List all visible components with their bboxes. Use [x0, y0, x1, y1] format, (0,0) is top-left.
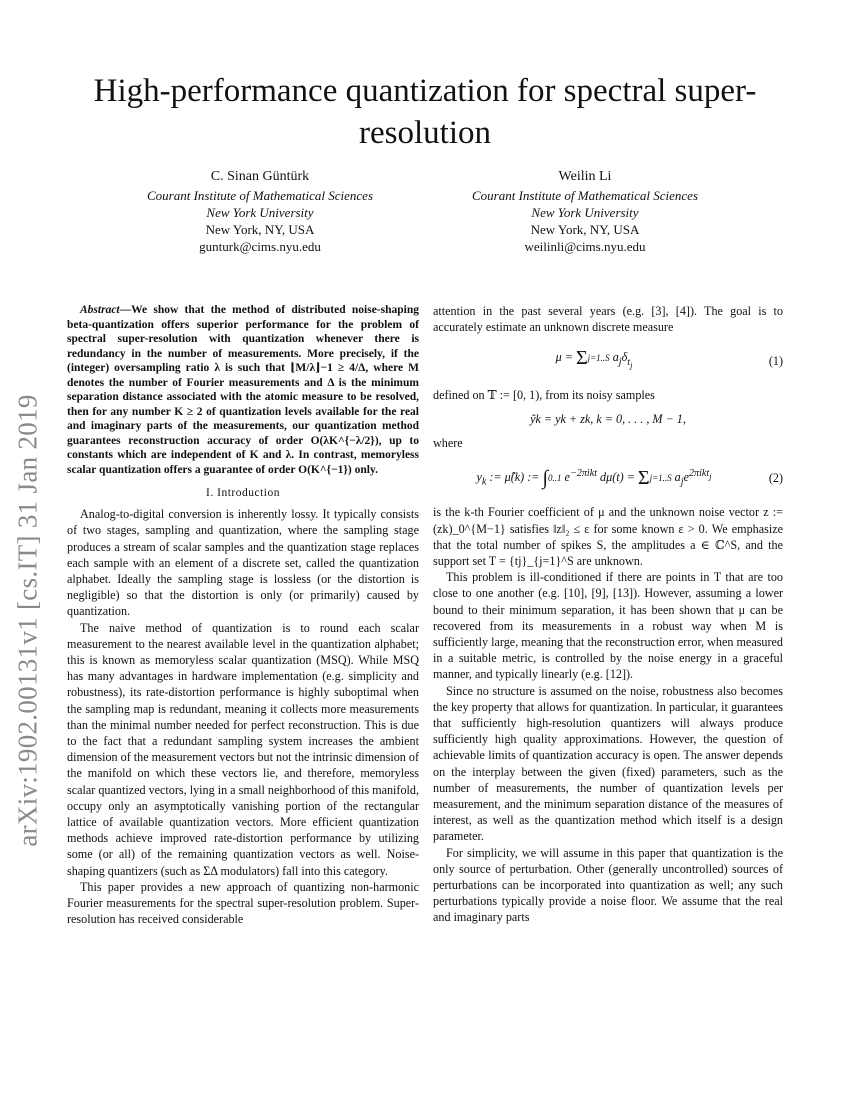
right-column	[433, 303, 783, 926]
author-location: New York, NY, USA	[530, 222, 640, 237]
arxiv-identifier: arXiv:1902.00131v1 [cs.IT] 31 Jan 2019	[12, 393, 43, 847]
paragraph: For simplicity, we will assume in this paper that quantization is the only source of perturbation. Other (generally uncontrolled) sources of perturbations can be incorporated into quantization as well; any such perturbations typically provide a noise floor. We assume that the real and imaginary parts	[433, 845, 783, 925]
left-column	[67, 303, 419, 927]
author-university: New York University	[531, 205, 639, 220]
author-name: C. Sinan Güntürk	[210, 169, 310, 184]
equation-2	[433, 466, 783, 491]
section-heading: I. Introduction	[206, 487, 280, 499]
equation-samples	[433, 411, 783, 427]
paper-title: High-performance quantization for spectral super-resolution	[93, 73, 757, 151]
paragraph: This problem is ill-conditioned if there are points in T that are too close to one another (e.g. [10], [9], [13]). However, assuming a lower bound to their minimum separation, it has been shown that μ can be recovered from its measurements in a robust way when M is sufficiently large, meaning that the reconstruction error, when measured in a suitable metric, is controlled by the noise energy in a graceful manner, and typically linearly (e.g. [12]).	[433, 570, 783, 682]
paragraph: The naive method of quantization is to round each scalar measurement to the nearest available level in the quantization alphabet; this is known as memoryless scalar quantization (MSQ). While MSQ has many advantages in hardware implementation (e.g. simplicity and robustness), its rate-distortion performance is highly suboptimal when the sampling map is redundant, meaning it collects more measurements than the minimal number needed for perfect reconstruction. This is due to the fact that a redundant sampling system increases the ambient dimension of the measurement vectors but not the intrinsic dimension of the manifold on which these vectors lie, and therefore, memoryless scalar quantized vectors, lying in a small neighborhood of this manifold, occupy only an asymptotically vanishing portion of the rectangular lattice of available quantization vectors. More efficient quantization methods achieve improved rate-distortion performance by utilizing some (or all) of the remaining quantization vectors as well. Noise-shaping quantizers (such as ΣΔ modulators) fall into this category.	[67, 620, 420, 878]
abstract-lead: Abstract	[80, 304, 120, 316]
abstract	[67, 303, 419, 477]
paragraph: where	[433, 436, 463, 451]
author-email[interactable]: gunturk@cims.nyu.edu	[199, 239, 321, 254]
author-name: Weilin Li	[558, 169, 612, 184]
author-university: New York University	[206, 205, 314, 220]
paragraph: Since no structure is assumed on the noise, robustness also becomes the key property that allows for quantization. In particular, it guarantees that sufficiently high-resolution quantizers will always produce sufficiently high quality approximations. However, the question of achievable limits of quantization accuracy is open. The answer depends on the interplay between the given (fixed) parameters, such as the number of measurements, the number of quantization levels per measurement, and the minimum separation distance of the measures of interest, as well as the quantization method which itself is a design parameter.	[433, 683, 783, 844]
paragraph: This paper provides a new approach of quantizing non-harmonic Fourier measurements for the spectral super-resolution problem. Super-resolution has received considerable	[67, 879, 419, 927]
equation-number: (2)	[768, 470, 783, 485]
equation-body: μ = Σj=1..S $a_j\delta_{t_j}$	[555, 347, 633, 370]
author-block-1	[95, 168, 425, 255]
abstract-text: —We show that the method of distributed noise-shaping beta-quantization offers superior performance for the problem of spectral super-resolution with quantization whenever there is redundancy in the number of measurements. More precisely, if the (integer) oversampling ratio λ is such that ⌊M/λ⌋−1 ≥ 4/Δ, where M denotes the number of Fourier measurements and Δ is the minimum separation distance associated with the atomic measure to be resolved, then for any number K ≥ 2 of quantization levels available for the real and imaginary parts of the measurements, our quantization method guarantees reconstruction accuracy of order O(λK^{−λ/2}), up to constants which are independent of K and λ. In contrast, memoryless scalar quantization offers a guarantee of order O(K^{−1}) only.	[67, 304, 419, 476]
equation-body: ỹk = yk + zk, k = 0, . . . , M − 1,	[530, 412, 686, 427]
author-affiliation: Courant Institute of Mathematical Sciences	[471, 188, 698, 203]
paragraph: defined on 𝕋 := [0, 1), from its noisy samples	[433, 388, 655, 403]
author-affiliation: Courant Institute of Mathematical Sciences	[146, 188, 373, 203]
author-email[interactable]: weilinli@cims.nyu.edu	[524, 239, 646, 254]
equation-number: (1)	[768, 354, 783, 369]
paragraph: Analog-to-digital conversion is inherently lossy. It typically consists of two stages, sampling and quantization, where the sampling stage produces a stream of scalar samples and the quantization stage replaces each sample with an element of a discrete set, called the quantization alphabet. Ideally the sampling stage is lossless (or the distortion is negligible) so that the distortion is only (or primarily) caused by quantization.	[67, 507, 419, 619]
paragraph: is the k-th Fourier coefficient of μ and the unknown noise vector z := (zk)_0^{M−1} satisfies ‖z‖₂ ≤ ε for some known ε > 0. We emphasize that the total number of spikes S, the amplitudes a ∈ ℂ^S, and the support set T = {tj}_{j=1}^S are unknown.	[433, 505, 783, 568]
paragraph: attention in the past several years (e.g. [3], [4]). The goal is to accurately estimate an unknown discrete measure	[433, 304, 783, 335]
author-block-2	[420, 168, 750, 255]
equation-body: $y_k$ := μ̂(k) := ∫0..1 $e^{-2\pi ikt}$ dμ(t) = Σj=1..S $a_je^{2\pi ikt_j}$	[476, 466, 712, 489]
author-location: New York, NY, USA	[205, 222, 315, 237]
equation-1	[433, 349, 783, 373]
